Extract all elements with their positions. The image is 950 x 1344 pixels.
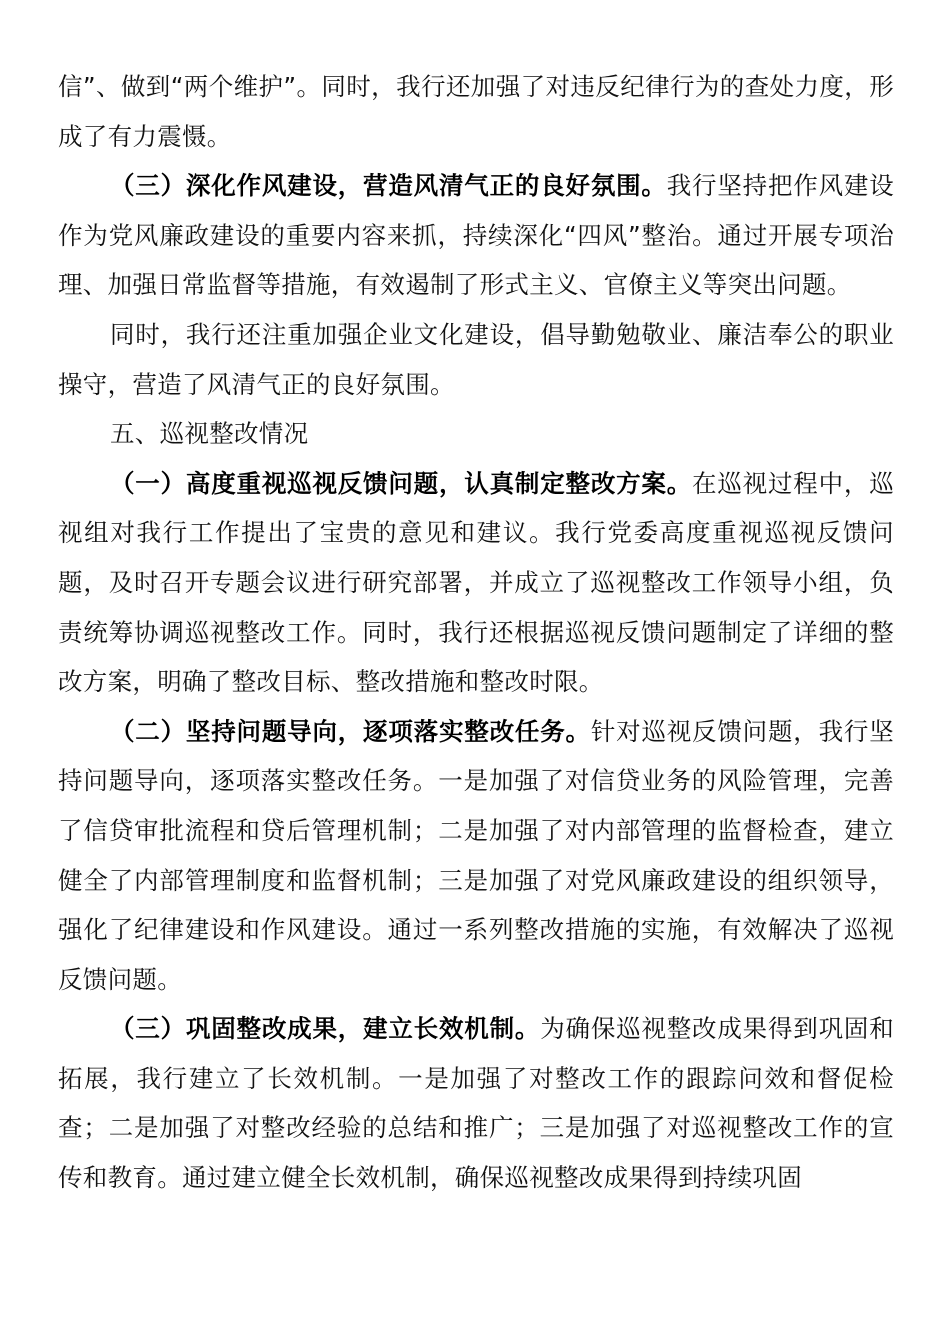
paragraph-text: 同时，我行还注重加强企业文化建设，倡导勤勉敬业、廉洁奉公的职业操守，营造了风清气正的良好氛围。	[58, 319, 894, 399]
paragraph-p5	[58, 459, 894, 707]
paragraph-heading: （二）坚持问题导向，逐项落实整改任务。	[110, 716, 591, 746]
document-page	[58, 62, 894, 1203]
paragraph-heading: （三）深化作风建设，营造风清气正的良好氛围。	[110, 171, 667, 201]
paragraph-text: 针对巡视反馈问题，我行坚持问题导向，逐项落实整改任务。一是加强了对信贷业务的风险管理，完善了信贷审批流程和贷后管理机制；二是加强了对内部管理的监督检查，建立健全了内部管理制度和监督机制；三是加强了对党风廉政建设的组织领导，强化了纪律建设和作风建设。通过一系列整改措施的实施，有效解决了巡视反馈问题。	[58, 716, 894, 994]
paragraph-p2	[58, 161, 894, 310]
section-title-text: 五、巡视整改情况	[110, 419, 309, 449]
paragraph-heading: （一）高度重视巡视反馈问题，认真制定整改方案。	[110, 468, 693, 498]
paragraph-p3	[58, 310, 894, 409]
paragraph-text: 我行坚持把作风建设作为党风廉政建设的重要内容来抓，持续深化“四风”整治。通过开展专项治理、加强日常监督等措施，有效遏制了形式主义、官僚主义等突出问题。	[58, 171, 894, 300]
paragraph-text: 信”、做到“两个维护”。同时，我行还加强了对违反纪律行为的查处力度，形成了有力震慑。	[58, 72, 894, 151]
paragraph-text: 在巡视过程中，巡视组对我行工作提出了宝贵的意见和建议。我行党委高度重视巡视反馈问题，及时召开专题会议进行研究部署，并成立了巡视整改工作领导小组，负责统筹协调巡视整改工作。同时，我行还根据巡视反馈问题制定了详细的整改方案，明确了整改目标、整改措施和整改时限。	[58, 468, 894, 697]
paragraph-p7	[58, 1004, 894, 1202]
paragraph-p6	[58, 707, 894, 1005]
paragraph-heading: （三）巩固整改成果，建立长效机制。	[110, 1014, 541, 1044]
paragraph-p1	[58, 62, 894, 161]
section-title	[58, 409, 894, 459]
paragraph-text: 为确保巡视整改成果得到巩固和拓展，我行建立了长效机制。一是加强了对整改工作的跟踪问效和督促检查；二是加强了对整改经验的总结和推广；三是加强了对巡视整改工作的宣传和教育。通过建立健全长效机制，确保巡视整改成果得到持续巩固	[58, 1014, 894, 1193]
